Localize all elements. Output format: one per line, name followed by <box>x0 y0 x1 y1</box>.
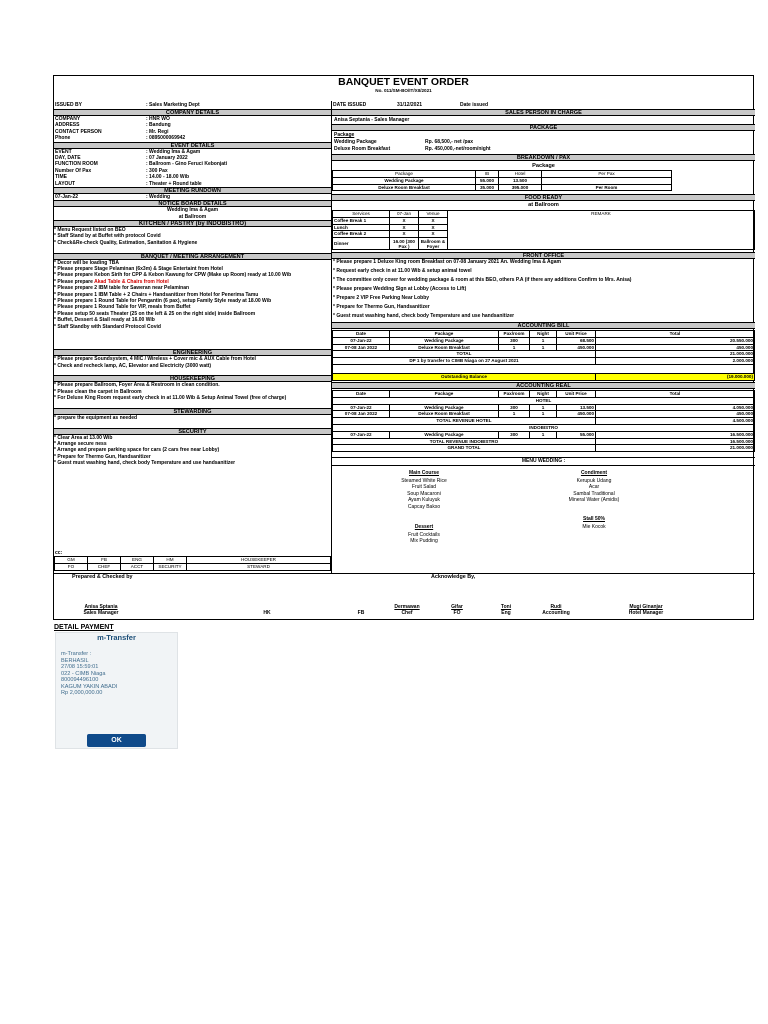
payment-receipt-screenshot <box>55 632 178 749</box>
grand-total-value: 21.000.000 <box>596 445 755 452</box>
real-col: Pax/room <box>499 391 530 398</box>
front-office-list <box>333 259 753 322</box>
document-title: BANQUET EVENT ORDER <box>338 76 469 88</box>
date-issued-value: 31/12/2021 <box>397 102 423 108</box>
banquet-item: * Decor will be loading TBA <box>54 259 120 266</box>
food-ready-table <box>332 210 755 250</box>
dessert-list <box>379 532 469 545</box>
notice-line-2: at Ballroom <box>178 213 207 220</box>
layout-value: : Theater + Round table <box>146 180 202 187</box>
cc-cell: FO <box>55 563 88 570</box>
address-label: ADDRESS <box>55 122 80 129</box>
breakdown-col: Per Pax <box>542 171 672 178</box>
package-row-name: Wedding Package <box>334 139 377 145</box>
time-value: : 14.00 - 18.00 Wib <box>146 174 190 181</box>
prepared-label: Prepared & Checked by <box>72 574 133 580</box>
real-col: Package <box>390 391 499 398</box>
food-cell: Lunch <box>333 224 390 231</box>
real-hotel-heading: HOTEL <box>333 397 755 404</box>
security-item: * Arrange secure ness <box>54 441 107 448</box>
outstanding-label: Outstanding Balance <box>333 373 596 380</box>
main-course-list <box>379 478 469 510</box>
menu-item: Capcay Bakso <box>407 503 441 510</box>
menu-item: Soup Macaroni <box>407 490 441 497</box>
signatory-role: Sales Manager <box>83 610 119 617</box>
real-cell: 450.000 <box>557 411 596 418</box>
date-issued-label: DATE ISSUED <box>333 102 367 108</box>
company-label: COMPANY <box>55 116 81 122</box>
signatory <box>336 604 386 617</box>
front-office-item: * The committee only cover for wedding package & room at this BEO, others P.A (if there any additions Confirm to Mrs. Anisa) <box>333 277 632 283</box>
receipt-line: KAGUM YAKIN ABADI <box>61 683 118 690</box>
front-office-item: * Prepare for Thermo Gun, Handsanitizer <box>333 304 430 310</box>
real-cell: 07-08 Jan 2022 <box>333 411 390 418</box>
bill-cell: Deluxe Room Breakfast <box>390 344 499 351</box>
menu-item: Mie Kocok <box>582 524 606 530</box>
banquet-item-red: Akad Table & Chairs from Hotel <box>94 278 169 285</box>
document-number: No. 011/SM-BO/IT/XII/2021 <box>375 88 432 93</box>
package-row-price: Rp. 450,000,-net/room/night <box>425 146 491 152</box>
signatory-name: Dermawan <box>394 604 420 610</box>
real-cell: 13.500 <box>557 404 596 411</box>
contact-value: : Mr. Regi <box>146 128 169 135</box>
cc-cell: ENG <box>121 557 154 564</box>
real-cell: Wedding Package <box>390 404 499 411</box>
real-indobistro-heading: INDOBISTRO <box>333 424 755 431</box>
security-item: * Prepare for Thermo Gun, Handsanitizer <box>54 453 151 460</box>
bill-cell: 300 <box>499 337 530 344</box>
m-transfer-app-title: m-Transfer <box>97 633 136 642</box>
bill-cell: 68.500 <box>557 337 596 344</box>
contact-label: CONTACT PERSON <box>55 128 102 135</box>
real-cell: 07-Jan-22 <box>333 404 390 411</box>
food-ready-bar: FOOD READY <box>332 194 755 201</box>
bill-cell: 1 <box>530 337 557 344</box>
bill-cell: Wedding Package <box>390 337 499 344</box>
bill-total-value: 21.000.000 <box>596 351 755 358</box>
receipt-line: 800094496100 <box>61 677 99 683</box>
kitchen-item: * Check&Re-check Quality, Estimation, Sanitation & Hygiene <box>54 239 198 246</box>
bill-cell: 450.000 <box>596 344 755 351</box>
food-cell: Coffee Break 2 <box>333 231 390 238</box>
breakdown-col: IB <box>476 171 499 178</box>
bill-dp-label: DP 1 by transfer to CIMB Niaga on 27 August 2021 <box>333 358 596 365</box>
bill-col: Unit Price <box>557 331 596 338</box>
kitchen-item: * Menu Request listed on BEO <box>54 227 126 234</box>
menu-item: Kerupuk Udang <box>576 478 612 484</box>
menu-item: Ayam Kuluyuk <box>408 497 440 504</box>
address-value: : Bandung <box>146 122 171 129</box>
housekeeping-item: * For Deluxe King Room request early check in at 11.00 Wib & Setup Animal Towel (free of charge) <box>54 395 287 402</box>
kitchen-bar: KITCHEN / PASTRY (by INDOBISTRO) <box>54 220 331 227</box>
date-issued-note: Date issued <box>460 102 489 108</box>
function-room-value: : Ballroom - Gino Feruci Kebonjati <box>146 161 228 168</box>
banquet-arrangement-bar: BANQUET / MEETING ARRANGEMENT <box>54 253 331 260</box>
engineering-bar: ENGINEERING <box>54 349 331 356</box>
food-col: 07-Jan <box>390 211 419 218</box>
bill-total-label: TOTAL <box>333 351 596 358</box>
food-cell: X <box>390 217 419 224</box>
cc-cell: FB <box>88 557 121 564</box>
breakdown-table <box>332 170 672 191</box>
food-col: REMARK <box>448 211 755 250</box>
banquet-item: * Please prepare 1 Round Table for Pengantin (6 pax), setup Family Style ready at 18.00 Wib <box>54 297 272 304</box>
breakdown-heading: Package <box>532 163 555 169</box>
accounting-bill-table <box>332 330 755 381</box>
package-heading: Package <box>334 132 355 138</box>
sales-person: Anisa Septania - Sales Manager <box>334 117 410 123</box>
ok-button[interactable]: OK <box>87 734 146 747</box>
breakdown-col: Hotel <box>499 171 542 178</box>
breakdown-cell: Deluxe Room Breakfast <box>333 184 476 191</box>
breakdown-cell: 395.000 <box>499 184 542 191</box>
signatory-role: FB <box>357 610 365 617</box>
real-ib-total-label: TOTAL REVENUE INDOBISTRO <box>333 438 596 445</box>
signatory <box>432 604 482 617</box>
signatory-name: Anisa Sptania <box>84 604 118 610</box>
menu-item: Mix Pudding <box>410 538 438 545</box>
signatory <box>242 604 292 617</box>
notice-line-1: Wedding Ima & Agam <box>166 207 219 214</box>
front-office-bar: FRONT OFFICE <box>332 252 755 259</box>
food-cell: 16.00 (300 Pax ) <box>390 238 419 250</box>
bill-cell: 1 <box>530 344 557 351</box>
accounting-real-bar: ACCOUNTING REAL <box>332 382 755 389</box>
real-col: Unit Price <box>557 391 596 398</box>
stewarding-item: * prepare the equipment as needed <box>54 414 138 421</box>
menu-item: Steamed White Rice <box>401 478 447 484</box>
cc-cell: CHEF <box>88 563 121 570</box>
signatory-name: Mugi Ginanjar <box>629 604 663 610</box>
receipt-line: 022 - CIMB Niaga <box>61 670 106 677</box>
real-col: Date <box>333 391 390 398</box>
accounting-real-table <box>332 390 755 452</box>
food-cell: Dinner <box>333 238 390 250</box>
signatory-role: HK <box>263 610 271 617</box>
real-cell: 4.050.000 <box>596 404 755 411</box>
banquet-item-prefix: * Please prepare <box>54 278 95 285</box>
real-cell: 55.000 <box>557 431 596 438</box>
signatory-role: Eng <box>501 610 511 617</box>
detail-payment-title: DETAIL PAYMENT <box>54 624 114 631</box>
real-cell: 1 <box>530 431 557 438</box>
banquet-item: * Please setup 50 seats Theater (25 on the left & 25 on the right side) inside Ballroom <box>54 310 256 317</box>
package-row-price: Rp. 68,500,- net /pax <box>425 139 474 145</box>
banquet-item: * Please prepare Stage Pelaminan (6x3m) & Stage Entertaint from Hotel <box>54 266 223 273</box>
package-bar: PACKAGE <box>332 124 755 131</box>
company-value: : HNR WO <box>146 116 170 122</box>
bill-col: Date <box>333 331 390 338</box>
pax-value: : 300 Pax <box>146 167 168 174</box>
banquet-item: * Staff Standby with Standard Protocol Covid <box>54 323 161 330</box>
real-cell: 300 <box>499 404 530 411</box>
real-cell: Deluxe Room Breakfast <box>390 411 499 418</box>
engineering-item: * Check and recheck lamp, AC, Elevator and Electricity (3000 watt) <box>54 362 212 369</box>
front-office-item: * Request early check in at 11.00 Wib & setup animal towel <box>333 268 472 274</box>
housekeeping-bar: HOUSEKEEPING <box>54 375 331 382</box>
issued-by-label: ISSUED BY <box>55 102 82 108</box>
menu-wedding-heading: MENU WEDDING : <box>332 457 755 466</box>
event-details-bar: EVENT DETAILS <box>54 142 331 149</box>
stewarding-bar: STEWARDING <box>54 408 331 415</box>
breakdown-bar: BREAKDOWN / PAX <box>332 154 755 161</box>
real-cell: 1 <box>499 411 530 418</box>
notice-board-bar: NOTICE BOARD DETAILS <box>54 200 331 207</box>
breakdown-cell: 13.500 <box>499 177 542 184</box>
cc-cell: ACCT <box>121 563 154 570</box>
acknowledge-label: Acknowledge By, <box>431 574 476 580</box>
package-row-name: Deluxe Room Breakfast <box>334 146 391 152</box>
banquet-item: * Please prepare 1 Round Table for VIP, meals from Buffet <box>54 304 191 311</box>
sales-person-bar: SALES PERSON IN CHARGE <box>332 109 755 116</box>
signatory-role: FO <box>453 610 461 617</box>
menu-item: Sambal Traditional <box>573 490 615 497</box>
banquet-item: * Please prepare 2 IBM table for Saweran near Pelaminan <box>54 285 190 292</box>
real-cell: 1 <box>530 411 557 418</box>
food-cell: X <box>419 231 448 238</box>
cc-cell: HOUSEKEEPER <box>187 557 331 564</box>
food-cell: X <box>419 217 448 224</box>
left-column <box>54 109 331 467</box>
breakdown-cell: Wedding Package <box>333 177 476 184</box>
time-label: TIME <box>55 174 67 181</box>
cc-table <box>54 556 331 571</box>
bill-col: Package <box>390 331 499 338</box>
condiment-list <box>549 478 639 504</box>
cc-cell: GM <box>55 557 88 564</box>
menu-item: Fruit Salad <box>411 484 437 491</box>
food-ready-sub: at Ballroom <box>528 202 559 208</box>
company-details-bar: COMPANY DETAILS <box>54 109 331 116</box>
rundown-date: 07-Jan-22 <box>55 193 79 200</box>
banquet-event-order-sheet <box>53 75 754 620</box>
layout-label: LAYOUT <box>55 180 76 187</box>
outstanding-value: (19.000.000) <box>596 373 755 380</box>
engineering-item: * Please prepare Soundsystem, 4 MIC / Wireless + Cover mic & AUX Cable from Hotel <box>54 356 256 363</box>
real-cell: 1 <box>530 404 557 411</box>
real-hotel-total-label: TOTAL REVENUE HOTEL <box>333 418 596 425</box>
food-cell: Coffee Break 1 <box>333 217 390 224</box>
main-course-heading: Main Course <box>408 470 439 476</box>
bill-col: Total <box>596 331 755 338</box>
signature-divider <box>54 573 755 574</box>
food-cell: Ballroom & Foyer <box>419 238 448 250</box>
function-room-label: FUNCTION ROOM <box>55 161 98 168</box>
housekeeping-item: * Please clean the carpet in Ballroom <box>54 388 142 395</box>
receipt-line: 27/08 15:59:01 <box>61 664 99 670</box>
banquet-item: * Buffet, Dessert & Stall ready at 16.00 Wib <box>54 317 155 324</box>
cc-label: cc: <box>55 550 63 556</box>
breakdown-cell: 55.000 <box>476 177 499 184</box>
phone-value: : 0895000069942 <box>146 135 186 142</box>
stall-heading: Stall 50% <box>583 516 605 522</box>
real-hotel-total-value: 4.500.000 <box>596 418 755 425</box>
bill-cell: 450.000 <box>557 344 596 351</box>
real-cell: Wedding Package <box>390 431 499 438</box>
rundown-value: : Wedding <box>146 193 171 200</box>
signatory <box>616 604 676 617</box>
signatory-role: Chef <box>401 610 413 617</box>
food-cell: X <box>419 224 448 231</box>
real-cell: 07-Jan-22 <box>333 431 390 438</box>
dessert-heading: Dessert <box>414 524 434 530</box>
security-item: * Clear Area at 13.00 Wib <box>54 434 113 441</box>
banquet-item: * Please prepare 1 IBM Table + 2 Chairs + Handsanitizer from Hotel for Penerima Tamu <box>54 291 259 298</box>
grand-total-label: GRAND TOTAL <box>333 445 596 452</box>
signatory <box>481 604 531 617</box>
real-ib-total-value: 16.500.000 <box>596 438 755 445</box>
kitchen-item: * Staff Stand by at Buffet with protocol Covid <box>54 233 161 240</box>
bill-cell: 20.550.000 <box>596 337 755 344</box>
bill-dp-value: 2.000.000 <box>596 358 755 365</box>
real-cell: 450.000 <box>596 411 755 418</box>
receipt-line: Rp 2,000,000.00 <box>61 690 103 696</box>
housekeeping-item: * Please prepare Ballroom, Foyer Area & Restroom in clean condition. <box>54 382 220 389</box>
front-office-item: * Prepare 2 VIP Free Parking Near Lobby <box>333 295 430 301</box>
breakdown-cell <box>542 177 672 184</box>
breakdown-cell: Per Room <box>542 184 672 191</box>
real-cell: 300 <box>499 431 530 438</box>
signatory <box>76 604 126 617</box>
menu-item: Acar <box>588 484 600 491</box>
cc-cell: SECURITY <box>154 563 187 570</box>
phone-label: Phone <box>55 135 71 142</box>
receipt-line: BERHASIL <box>61 657 89 664</box>
accounting-bill-bar: ACCOUNTING BILL <box>332 322 755 329</box>
receipt-line: m-Transfer : <box>61 651 92 657</box>
event-label: EVENT <box>55 148 72 155</box>
cc-cell: HM <box>154 557 187 564</box>
banquet-item: * Please prepare Kebon Sirih for CPP & Kebon Kawung for CPW (Make up Room) ready at 10.00 Wib <box>54 272 292 279</box>
outstanding-row <box>333 373 755 380</box>
security-item: * Guest must washing hand, check body Temperature and use handsanitizer <box>54 460 236 467</box>
front-office-item: * Guest must washing hand, check body Temperature and use handsanitizer <box>333 313 515 319</box>
cc-cell: STEWARD <box>187 563 331 570</box>
bill-cell: 1 <box>499 344 530 351</box>
meeting-rundown-bar: MEETING RUNDOWN <box>54 187 331 194</box>
event-value: : Wedding Ima & Agam <box>146 148 201 155</box>
menu-item: Fruit Cocktails <box>408 532 440 538</box>
real-col: Total <box>596 391 755 398</box>
signatory-role: Hotel Manager <box>628 610 664 617</box>
menu-item: Mineral Water (Amidis) <box>568 497 620 504</box>
signatory-role: Accounting <box>542 610 570 617</box>
signatory-name: Rudi <box>550 604 562 610</box>
bill-cell: 07-08 Jan 2022 <box>333 344 390 351</box>
day-date-label: DAY, DATE <box>55 154 81 161</box>
day-date-value: : 07 January 2022 <box>146 154 188 161</box>
breakdown-cell: 35.000 <box>476 184 499 191</box>
food-col: Services <box>333 211 390 218</box>
pax-label: Number Of Pax <box>55 167 92 174</box>
food-col: Venue <box>419 211 448 218</box>
bill-col: Night <box>530 331 557 338</box>
issued-by-value: : Sales Marketing Dept <box>146 102 200 108</box>
food-cell: X <box>390 224 419 231</box>
bill-col: Pax/room <box>499 331 530 338</box>
real-cell: 16.500.000 <box>596 431 755 438</box>
front-office-item: * Please prepare 1 Deluxe King room Breakfast on 07-08 January 2021 An. Wedding Ima & Agam <box>333 259 561 265</box>
signatory-name: Toni <box>500 604 512 610</box>
security-bar: SECURITY <box>54 428 331 435</box>
security-item: * Arrange and prepare parking space for cars (2 cars free near Lobby) <box>54 447 220 454</box>
breakdown-col: Package <box>333 171 476 178</box>
front-office-item: * Please prepare Wedding Sign at Lobby (Access to Lift) <box>333 286 467 292</box>
signatory-name: Gifar <box>451 604 463 610</box>
food-cell: X <box>390 231 419 238</box>
signatory <box>382 604 432 617</box>
condiment-heading: Condiment <box>580 470 608 476</box>
bill-cell: 07-Jan-22 <box>333 337 390 344</box>
signatory <box>531 604 581 617</box>
real-col: Night <box>530 391 557 398</box>
